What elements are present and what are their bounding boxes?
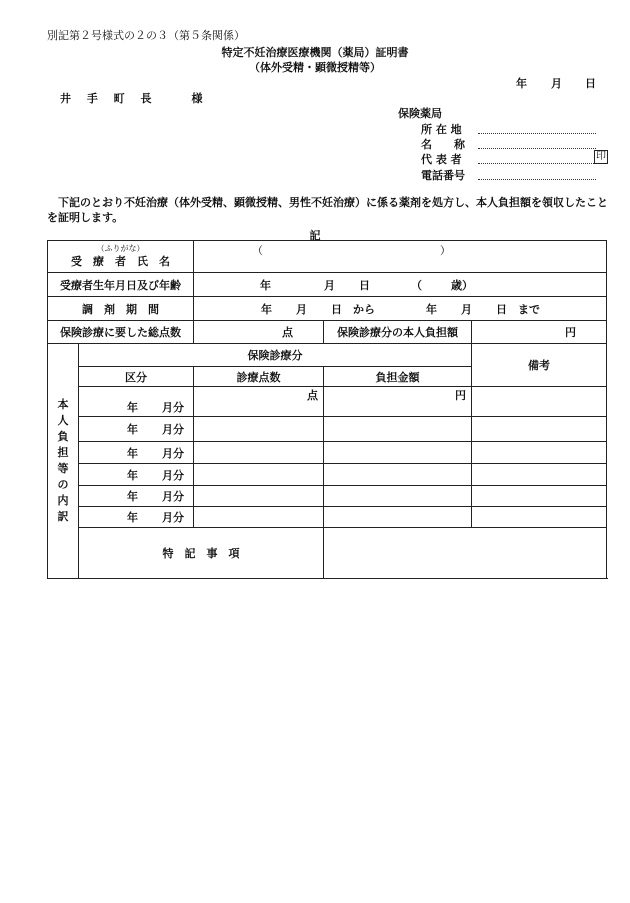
- month-cell: [79, 442, 194, 464]
- points-cell[interactable]: [194, 507, 324, 528]
- representative-label: 代 表 者: [421, 153, 462, 166]
- month-label: 月分: [162, 468, 184, 482]
- year-label: 年: [127, 490, 138, 503]
- special-notes-label: 特 記 事 項: [79, 528, 324, 579]
- points-unit: 点: [282, 326, 293, 339]
- seal-mark: 印: [596, 151, 606, 162]
- points-cell[interactable]: [194, 442, 324, 464]
- patient-name-field[interactable]: [194, 241, 607, 273]
- month-cell: [79, 486, 194, 507]
- period-year-label: 年: [261, 302, 272, 316]
- name-line[interactable]: [478, 148, 596, 149]
- table-row: [48, 387, 607, 417]
- month-cell: [79, 387, 194, 417]
- month-label: 月分: [162, 446, 184, 460]
- yen-unit: 円: [565, 326, 577, 339]
- age-label: 歳）: [451, 278, 473, 292]
- year-label: 年: [127, 423, 138, 436]
- age-open: （: [411, 278, 422, 292]
- date-month: 月: [551, 77, 562, 90]
- self-pay-field[interactable]: [472, 321, 607, 344]
- notes-cell[interactable]: [472, 442, 607, 464]
- address-line[interactable]: [478, 133, 596, 134]
- certification-text: 下記のとおり不妊治療（体外受精、顕微授精、男性不妊治療）に係る薬剤を処方し、本人負担額を領収したことを証明します。: [47, 196, 608, 224]
- year-label: 年: [127, 401, 138, 414]
- phone-label: 電話番号: [421, 169, 465, 182]
- dob-row: [48, 273, 607, 297]
- notes-header: 備考: [472, 344, 607, 387]
- date-year: 年: [516, 77, 527, 90]
- month-label: 月分: [162, 511, 184, 524]
- dob-label: 受療者生年月日及び年齢: [48, 273, 194, 297]
- table-row: [48, 507, 607, 528]
- period-label: 調 剤 期 間: [48, 297, 194, 321]
- representative-line[interactable]: [478, 163, 596, 164]
- dob-year-label: 年: [260, 278, 271, 292]
- table-row: [48, 417, 607, 442]
- col-amount-header: 負担金額: [324, 367, 472, 387]
- yen-unit: 円: [455, 389, 466, 402]
- form-reference: 別記第２号様式の２の３（第５条関係）: [47, 29, 245, 42]
- month-cell: [79, 464, 194, 486]
- table-row: [48, 486, 607, 507]
- dob-field[interactable]: [194, 273, 607, 297]
- points-cell[interactable]: [194, 486, 324, 507]
- amount-cell[interactable]: [324, 417, 472, 442]
- year-label: 年: [127, 468, 138, 482]
- month-label: 月分: [162, 423, 184, 436]
- notes-cell[interactable]: [472, 387, 607, 417]
- totals-row: [48, 321, 607, 344]
- breakdown-char: 担: [57, 446, 69, 459]
- self-pay-label: 保険診療分の本人負担額: [324, 321, 472, 344]
- dob-day-label: 日: [359, 278, 370, 292]
- amount-cell[interactable]: [324, 486, 472, 507]
- patient-name-row: [48, 241, 607, 273]
- furigana-paren-close: ）: [439, 244, 451, 257]
- period-row: [48, 297, 607, 321]
- period-month-label: 月: [296, 302, 307, 316]
- breakdown-header-row: [48, 344, 607, 367]
- breakdown-char: 等: [57, 462, 69, 475]
- period-until-label: 日 まで: [496, 302, 540, 316]
- table-row: [48, 464, 607, 486]
- patient-name-label-cell: [48, 241, 194, 273]
- month-cell: [79, 417, 194, 442]
- total-points-label: 保険診療に要した総点数: [48, 321, 194, 344]
- table-row: [48, 442, 607, 464]
- period-year2-label: 年: [426, 302, 437, 316]
- period-from-label: 日 から: [331, 302, 375, 316]
- points-cell[interactable]: [194, 464, 324, 486]
- special-notes-row: [48, 528, 607, 579]
- breakdown-char: 負: [57, 430, 69, 443]
- patient-name-label: 受 療 者 氏 名: [71, 255, 170, 268]
- breakdown-char: の: [57, 478, 69, 491]
- insured-header: 保険診療分: [79, 344, 472, 367]
- breakdown-char: 訳: [57, 510, 69, 523]
- notes-cell[interactable]: [472, 486, 607, 507]
- month-label: 月分: [162, 401, 184, 414]
- amount-cell[interactable]: [324, 464, 472, 486]
- furigana-paren-open: （: [252, 244, 263, 257]
- phone-line[interactable]: [478, 179, 596, 180]
- amount-cell[interactable]: [324, 387, 472, 417]
- dob-month-label: 月: [324, 278, 335, 292]
- name-label: 名 称: [421, 138, 465, 151]
- special-notes-field[interactable]: [324, 528, 607, 579]
- amount-cell[interactable]: [324, 507, 472, 528]
- points-cell[interactable]: [194, 387, 324, 417]
- breakdown-char: 人: [57, 414, 69, 427]
- year-label: 年: [127, 511, 138, 524]
- amount-cell[interactable]: [324, 442, 472, 464]
- addressee: 井 手 町 長 様: [60, 92, 209, 105]
- total-points-field[interactable]: [194, 321, 324, 344]
- points-cell[interactable]: [194, 417, 324, 442]
- breakdown-char: 本: [57, 398, 69, 411]
- address-label: 所 在 地: [421, 123, 462, 136]
- notes-cell[interactable]: [472, 417, 607, 442]
- month-cell: [79, 507, 194, 528]
- period-month2-label: 月: [461, 302, 472, 316]
- document-subtitle: （体外受精・顕微授精等）: [249, 61, 381, 74]
- notes-cell[interactable]: [472, 507, 607, 528]
- ki-label: 記: [309, 229, 321, 242]
- breakdown-char: 内: [57, 494, 69, 507]
- period-field[interactable]: [194, 297, 607, 321]
- notes-cell[interactable]: [472, 464, 607, 486]
- month-label: 月分: [162, 490, 184, 503]
- document-title: 特定不妊治療医療機関（薬局）証明書: [221, 46, 409, 59]
- pharmacy-heading: 保険薬局: [398, 107, 442, 120]
- col-category-header: 区分: [79, 367, 194, 387]
- year-label: 年: [127, 446, 138, 460]
- points-unit: 点: [307, 389, 318, 402]
- date-day: 日: [585, 77, 596, 90]
- certificate-table: [47, 240, 607, 579]
- furigana-label: （ふりがな）: [96, 244, 145, 253]
- col-points-header: 診療点数: [194, 367, 324, 387]
- breakdown-vertical-label: [48, 344, 79, 579]
